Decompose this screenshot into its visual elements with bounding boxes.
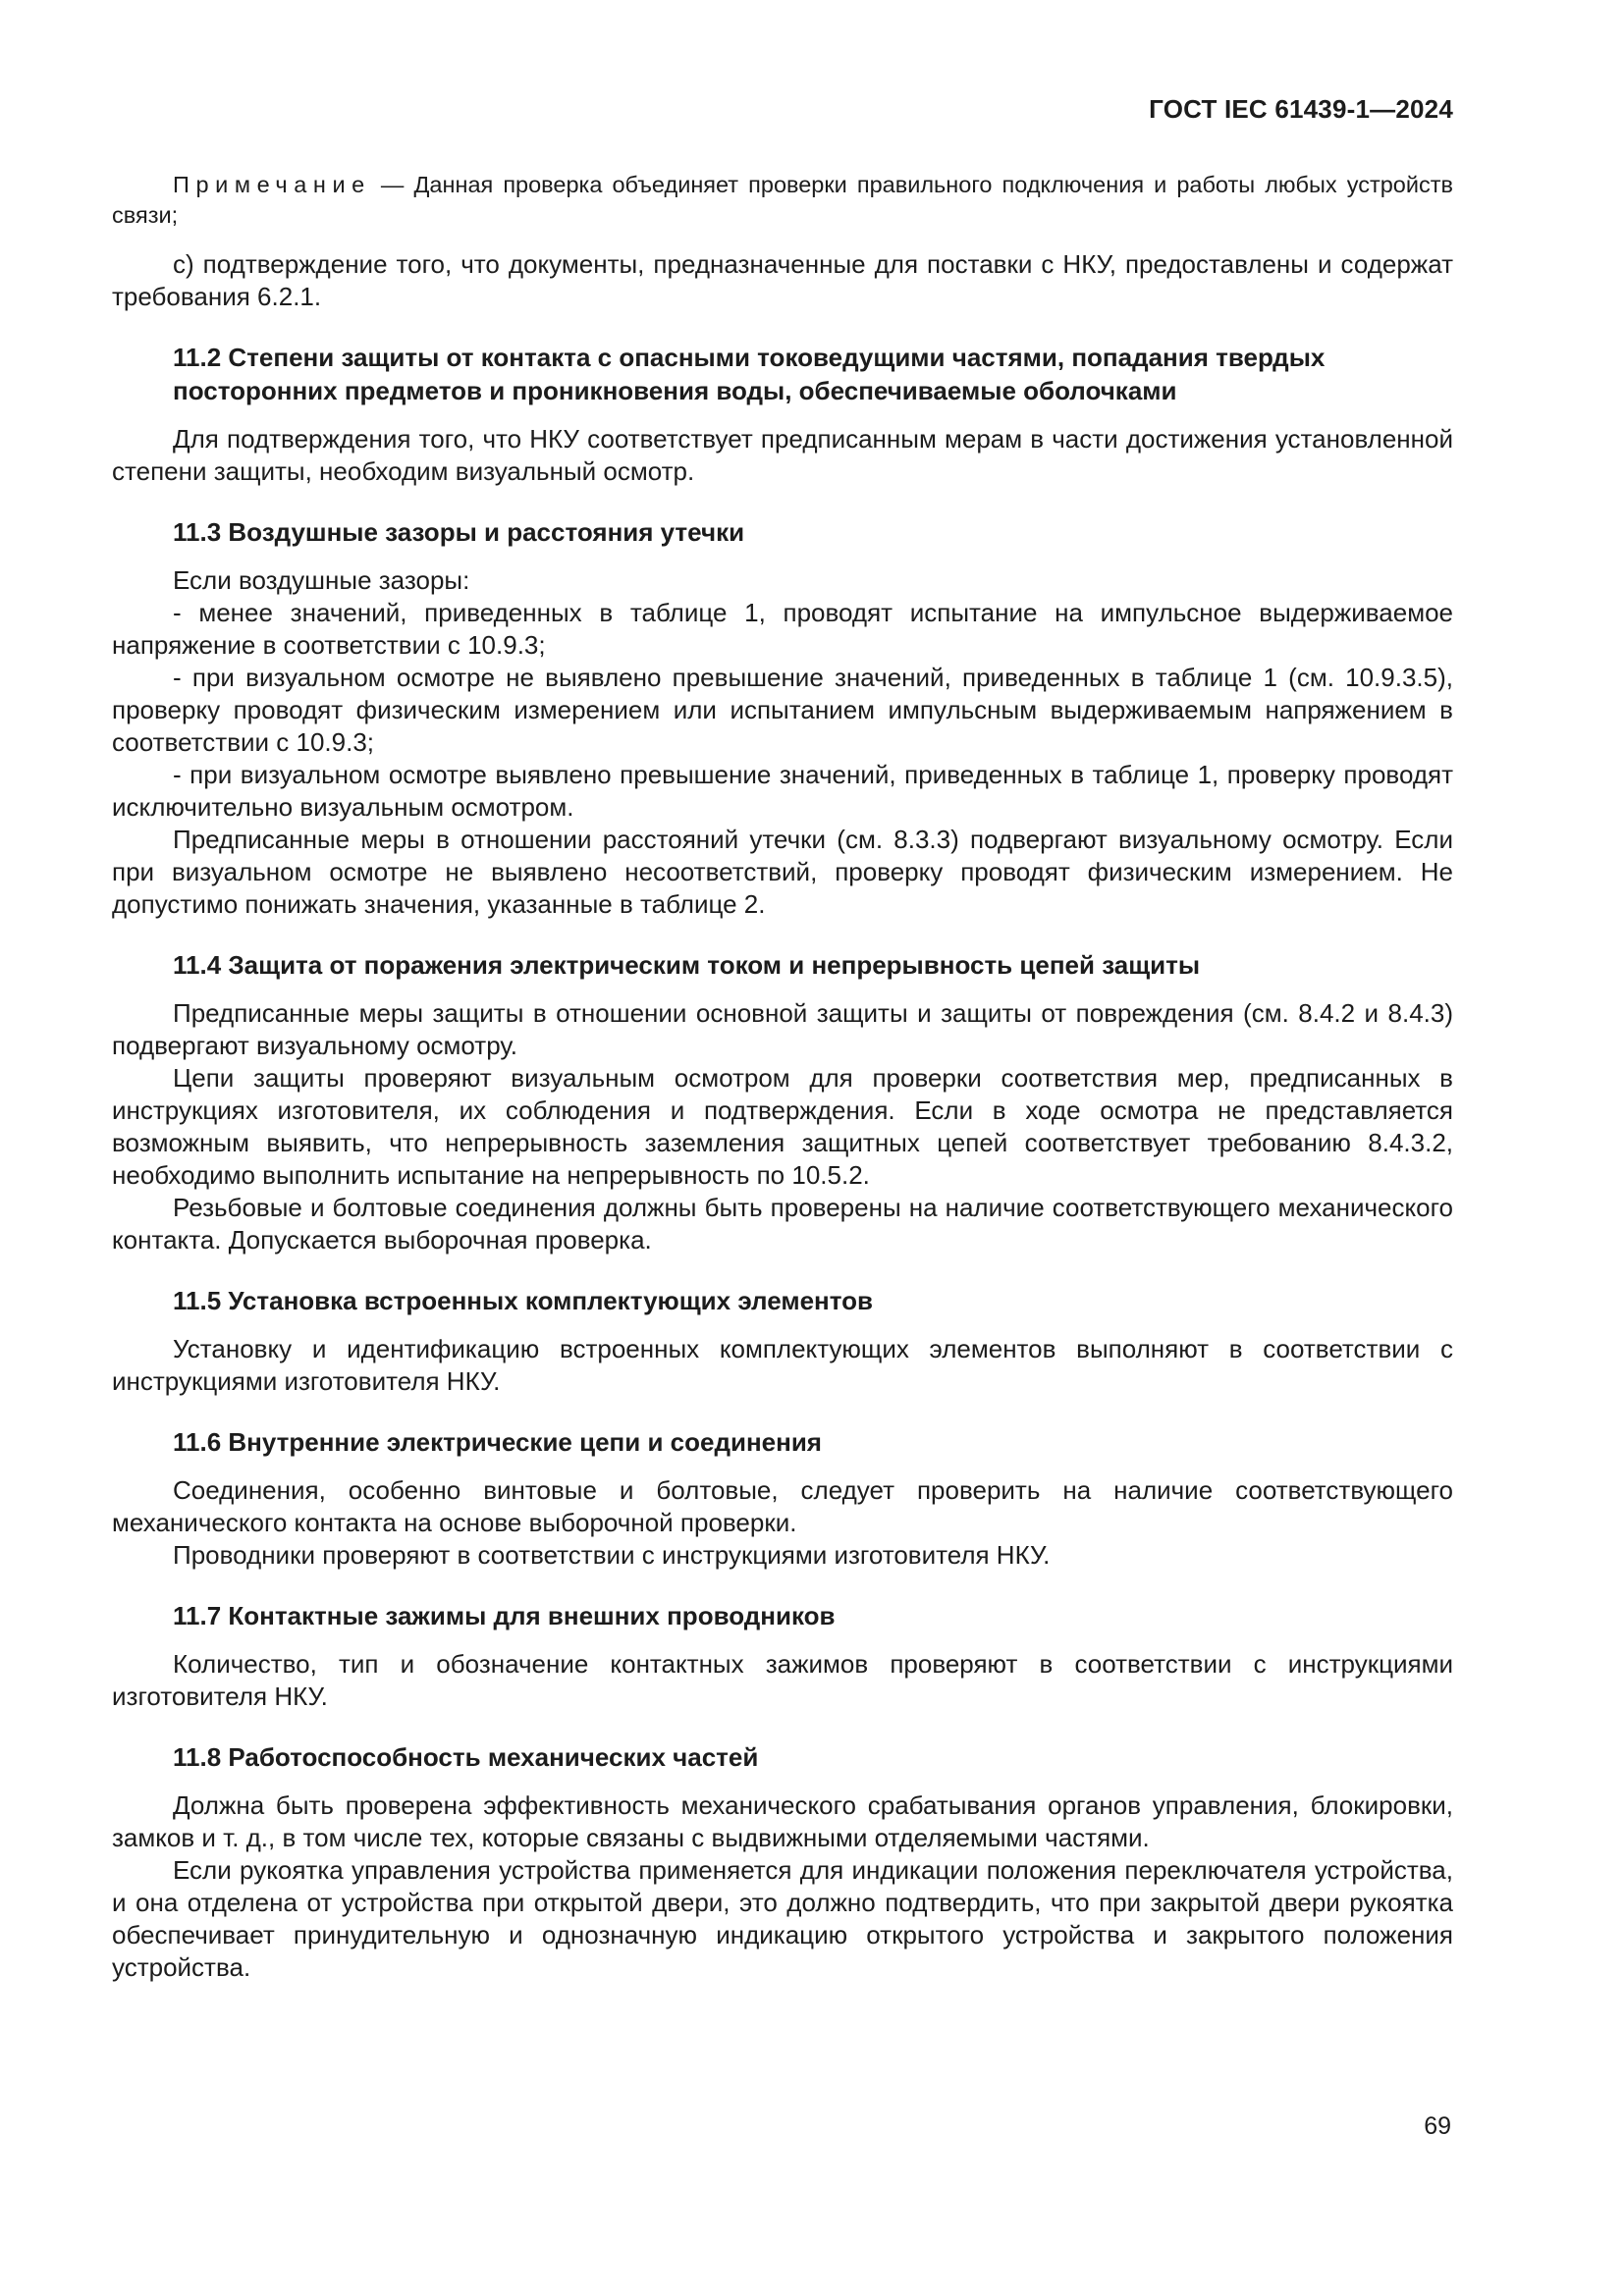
- list-item-dash-3: - при визуальном осмотре выявлено превышение значений, приведенных в таблице 1, проверку проводят исключительно визуальным осмотром.: [112, 760, 1453, 822]
- paragraph-11-6-1: Соединения, особенно винтовые и болтовые, следует проверить на наличие соответствующего механического контакта на основе выборочной проверки.: [112, 1475, 1453, 1537]
- doc-code: ГОСТ IEC 61439-1—2024: [1149, 94, 1453, 124]
- paragraph-11-5-1: Установку и идентификацию встроенных комплектующих элементов выполняют в соответствии с инструкциями изготовителя НКУ.: [112, 1334, 1453, 1396]
- paragraph-11-4-3: Резьбовые и болтовые соединения должны быть проверены на наличие соответствующего механического контакта. Допускается выборочная проверка.: [112, 1193, 1453, 1255]
- paragraph-11-8-1: Должна быть проверена эффективность механического срабатывания органов управления, блокировки, замков и т. д., в том числе тех, которые связаны с выдвижными отделяемыми частями.: [112, 1790, 1453, 1852]
- note-paragraph: [112, 170, 1453, 231]
- note-text: — Данная проверка объединяет проверки правильного подключения и работы любых устройств связи;: [112, 172, 1454, 228]
- section-heading-11-2: 11.2 Степени защиты от контакта с опасными токоведущими частями, попадания твердых посторонних предметов и проникновения воды, обеспечиваемые оболочками: [173, 343, 1326, 405]
- paragraph-11-4-1: Предписанные меры защиты в отношении основной защиты и защиты от повреждения (см. 8.4.2 и 8.4.3) подвергают визуальному осмотру.: [112, 998, 1453, 1060]
- paragraph-11-3-1: Если воздушные зазоры:: [173, 565, 470, 595]
- paragraph-11-2-1: Для подтверждения того, что НКУ соответствует предписанным мерам в части достижения установленной степени защиты, необходим визуальный осмотр.: [112, 424, 1453, 486]
- section-heading-11-6: 11.6 Внутренние электрические цепи и соединения: [173, 1427, 822, 1457]
- paragraph-11-7-1: Количество, тип и обозначение контактных зажимов проверяют в соответствии с инструкциями изготовителя НКУ.: [112, 1649, 1453, 1711]
- section-heading-11-8: 11.8 Работоспособность механических частей: [173, 1742, 759, 1772]
- paragraph-11-8-2: Если рукоятка управления устройства применяется для индикации положения переключателя устройства, и она отделена от устройства при открытой двери, это должно подтвердить, что при закрытой двери рукоятка обеспечивает принудительную и однозначную индикацию открытого устройства и закрытого положения устройства.: [112, 1855, 1453, 1982]
- list-item-dash-1: - менее значений, приведенных в таблице 1, проводят испытание на импульсное выдерживаемое напряжение в соответствии с 10.9.3;: [112, 598, 1453, 660]
- paragraph-11-3-2: Предписанные меры в отношении расстояний утечки (см. 8.3.3) подвергают визуальному осмотру. Если при визуальном осмотре не выявлено несоответствий, проверку проводят физическим измерением. Не допустимо понижать значения, указанные в таблице 2.: [112, 825, 1453, 919]
- document-body: [112, 170, 1453, 1984]
- section-heading-11-7: 11.7 Контактные зажимы для внешних проводников: [173, 1601, 836, 1630]
- document-header: [112, 94, 1453, 125]
- list-item-c: c) подтверждение того, что документы, предназначенные для поставки с НКУ, предоставлены и содержат требования 6.2.1.: [112, 249, 1453, 311]
- section-heading-11-5: 11.5 Установка встроенных комплектующих элементов: [173, 1286, 873, 1315]
- list-item-dash-2: - при визуальном осмотре не выявлено превышение значений, приведенных в таблице 1 (см. 10.9.3.5), проверку проводят физическим измерением или испытанием импульсным выдерживаемым напряжением в соответствии с 10.9.3;: [112, 663, 1453, 757]
- section-heading-11-3: 11.3 Воздушные зазоры и расстояния утечки: [173, 517, 745, 547]
- section-heading-11-4: 11.4 Защита от поражения электрическим током и непрерывность цепей защиты: [173, 950, 1201, 980]
- page-number: 69: [1424, 2112, 1451, 2140]
- note-label: Примечание: [173, 172, 371, 197]
- paragraph-11-4-2: Цепи защиты проверяют визуальным осмотром для проверки соответствия мер, предписанных в инструкциях изготовителя, их соблюдения и подтверждения. Если в ходе осмотра не представляется возможным выявить, что непрерывность заземления защитных цепей соответствует требованию 8.4.3.2, необходимо выполнить испытание на непрерывность по 10.5.2.: [112, 1063, 1453, 1190]
- paragraph-11-6-2: Проводники проверяют в соответствии с инструкциями изготовителя НКУ.: [173, 1540, 1051, 1570]
